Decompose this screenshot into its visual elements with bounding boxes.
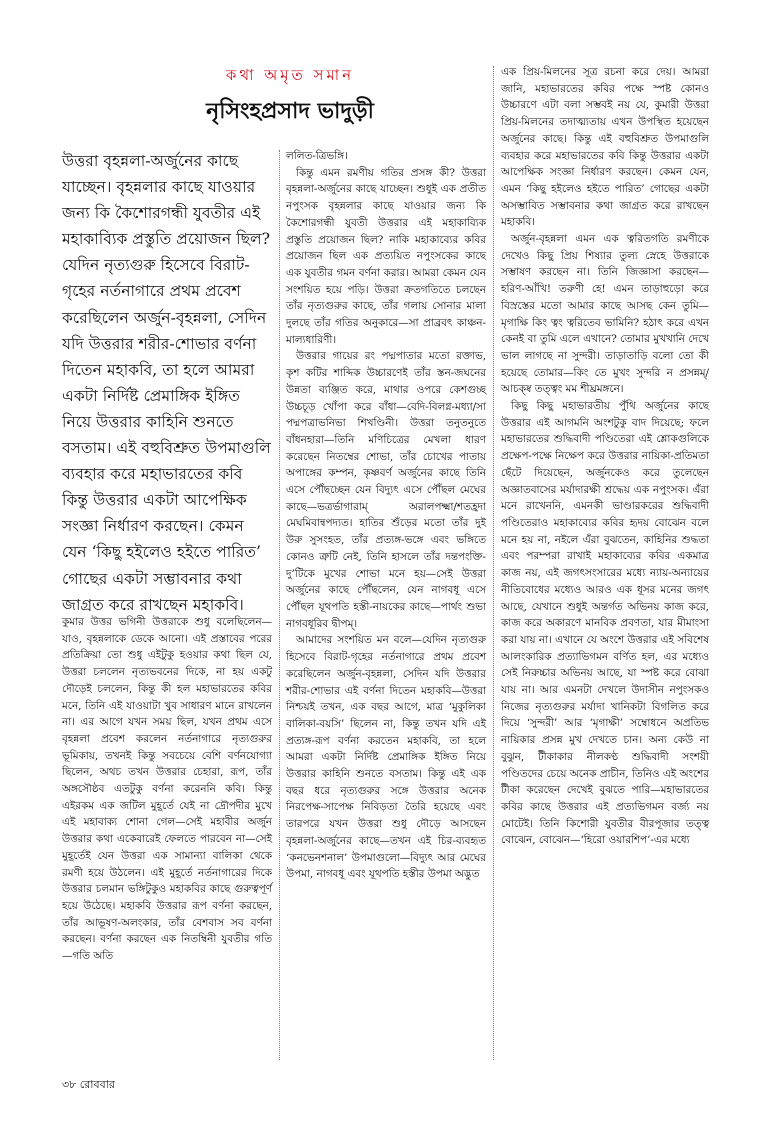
section-title: কথা অমৃত সমান [225,66,355,84]
column-divider [493,66,494,1060]
author-byline: নৃসিংহপ্রসাদ ভাদুড়ী [206,98,374,124]
lead-text: উত্তরা বৃহন্নলা-অর্জুনের কাছে যাচ্ছেন। বৃহন্নলার কাছে যাওয়ার জন্য কি কৈশোরগন্ধী যুবতীর এই মহাকাব্যিক প্রস্তুতি প্রয়োজন ছিল? যেদিন নৃত্যগুরু হিসেবে বিরাট-গৃহের নর্তনাগারে প্রথম প্রবেশ করেছিলেন অর্জুন-বৃহন্নলা, সেদিন যদি উত্তরার শরীর-শোভার বর্ণনা দিতেন মহাকবি, তা হলে আমরা একটা নির্দিষ্ট প্রেমাঙ্গিক ইঙ্গিত নিয়ে উত্তরার কাহিনি শুনতে বসতাম। এই বহুবিশ্রুত উপমাগুলি ব্যবহার করে মহাভারতের কবি কিন্তু উত্তরার একটা আপেক্ষিক সংজ্ঞা নির্ধারণ করছেন। কেমন যেন ‘কিছু হইলেও হইতে পারিত’ গোছের একটা সম্ভাবনার কথা জাগ্রত করে রাখছেন মহাকবি। [62,152,271,614]
paragraph: কিন্তু এমন রমণীয় গতির প্রসঙ্গ কী? উত্তরা বৃহন্নলা-অর্জুনের কাছে যাচ্ছেন। শুধুই এক প্রতীত নপুংসক বৃহন্নলার কাছে যাওয়ার জন্য কি কৈশোরগন্ধী যুবতী উত্তরার এই মহাকাব্যিক প্রস্তুতি প্রয়োজন ছিল? নাকি মহাকাব্যের কবির প্রয়োজন ছিল এক প্রত্যয়িত নপুংসকের কাছে এক যুবতীর গমন বর্ণনা করার। আমরা কেমন যেন সংশয়িত হয়ে পড়ি। উত্তরা ক্রতগতিতে চলছেন তাঁর নৃত্যগুরুর কাছে, তাঁর গলায় সোনার মালা দুলছে তাঁর গতির অনুকারে—সা প্রাব্রবৎ কাঞ্চন-মাল্যধারিণী। [286,166,486,346]
paragraph: আমাদের সংশয়িত মন বলে—যেদিন নৃত্যগুরু হিসেবে বিরাট-গৃহের নর্তনাগারে প্রথম প্রবেশ করেছিলেন অর্জুন-বৃহন্নলা, সেদিন যদি উত্তরার শরীর-শোভার এই বর্ণনা দিতেন মহাকবি—উত্তরা নিশ্চয়ই তখন, এক বছর আগে, মাত্র ‘মুকুলিকা বালিকা-বয়সি’ ছিলেন না, কিন্তু তখন যদি এই প্রত্যঙ্গ-রূপ বর্ণনা করতেন মহাকবি, তা হলে আমরা একটা নির্দিষ্ট প্রেমাঙ্গিক ইঙ্গিত নিয়ে উত্তরার কাহিনি শুনতে বসতাম। কিন্তু এই এক বছর ধরে নৃত্যগুরুর সঙ্গে উত্তরার অনেক নিরপেক্ষ-সাপেক্ষ নিবিড়তা তৈরি হয়েছে এবং তারপরে যখন উত্তরা শুধু দৌড়ে আসছেন বৃহন্নলা-অর্জুনের কাছে—তখন এই চির-ব্যবহৃত ‘কনভেনশনাল’ উপমাগুলো—বিদ্যুৎ আর মেঘের উপমা, নাগবধূ এবং যূথপতি হস্তীর উপমা অদ্ভুত [286,634,486,881]
page-folio: ৩৮ রোববার [62,1078,115,1091]
paragraph: কিছু কিছু মহাভারতীয় পুঁথি অর্জুনের কাছে উত্তরার এই আগমনি অংশটুকু বাদ দিয়েছে; ফলে মহাভারতের শুদ্ধিবাদী পণ্ডিতেরা এই শ্লোকগুলিকে প্রক্ষেপ-পক্ষে নিক্ষেপ করে উত্তরার নায়িকা-প্রতিমতা ছেঁটে দিয়েছেন, অর্জুনকেও করে তুলেছেন অজ্ঞাতবাসের মর্যাদারক্ষী শ্রদ্ধেয় এক নপুংসক। এঁরা মনে রাখেননি, এমনকী ভাণ্ডারকরের শুদ্ধিবাদী পণ্ডিতেরাও মহাকাব্যের কবির হৃদয় বোঝেন বলে মনে হয় না, নইলে এঁরা বুঝতেন, কাহিনির শুদ্ধতা এবং পরম্পরা রাখাই মহাকাব্যের কবির একমাত্র কাজ নয়, এই জগৎসংসারের মধ্যে ন্যায়-অন্যায়ের নীতিবোধের মধ্যেও আরও এক ধূসর মনের জগৎ আছে, যেখানে শুধুই অন্তর্গত অভিনয় কাজ করে, কাজ করে অকারণে মানবিক প্রবণতা, যার মীমাংসা করা যায় না। এখানে যে অংশে উত্তরার এই সবিশেষ আলংকারিক প্রত্যাভিগমন বর্ণিত হল, এর মধ্যেও সেই নিরুচ্চার অভিনয় আছে, যা স্পষ্ট করে বোঝা যায় না। আর এমনটা দেখলে উদাসীন নপুংসকও নিজের নৃত্যগুরুর মর্যাদা খানিকটা বিগলিত করে দিয়ে ‘সুন্দরী’ আর ‘মৃগাক্ষী’ সম্বোধনে অপ্রতিভ নায়িকার প্রসন্ন মুখ দেখতে চান। অন্য কেউ না বুঝুন, টীকাকার নীলকণ্ঠ শুদ্ধিবাদী সংশয়ী পণ্ডিতদের চেয়ে অনেক প্রাচীন, তিনিও এই অংশের টীকা করেছেন দেখেই বুঝতে পারি—মহাভারতের কবির কাছে উত্তরার এই প্রত্যভিগমন বর্জ্য নয় মোটেই। তিনি কিশোরী যুবতীর বীরপূজার তত্ত্ব বোঝেন, বোঝেন—‘হিরো ওয়ারশিপ’-এর মধ্যে [501,400,709,847]
column-divider [279,150,280,1060]
article-column-middle [286,148,486,1066]
paragraph: উত্তরার গায়ের রং পদ্মপাতার মতো রক্তাভ, কৃশ কটির শাব্দিক উচ্চারণেই তাঁর স্তন-জঘনের উন্নতা ব্যঞ্জিত করে, মাথার ওপরে কেশগুচ্ছ উচ্চচূড় খোঁপা করে বাঁধা—বেদি-বিলগ্ন-মধ্যা/সা পদ্মপত্রাভনিভা শিখণ্ডিনী। উত্তরা তনুতনুতে বাঁধনহারা—তিনি মণিচিত্রের মেখলা ধারণ করেছেন নিতম্বের শোভা, তাঁর চোখের পাতায় অপাঙ্গের কম্পন, কৃষ্ণবর্ণ অর্জুনের কাছে তিনি এসে পৌঁছচ্ছেন যেন বিদ্যুৎ এসে পৌঁছল মেঘের কাছে—ভত্রর্ভাগারাম্ অরালপক্ষ্মা/শতহ্রদা মেঘমিবান্বপদ্যত। হাতির শুঁড়ের মতো তাঁর দুই উরু সুসংহত, তাঁর প্রত্যঙ্গ-ভঙ্গে এবং ভঙ্গিতে কোনও ত্রুটি নেই, তিনি হাসলে তাঁর দন্তপংক্তি-দু’টিকে মুখের শোভা মনে হয়—সেই উত্তরা অর্জুনের কাছে পৌঁছলেন, যেন নাগবধূ এসে পৌঁছল যূথপতি হস্তী-নায়কের কাছে—পার্থং শুভা নাগবধূরিব দ্বীপম্। [286,350,486,630]
paragraph: অর্জুন-বৃহন্নলা এমন এক ত্বরিতগতি রমণীকে দেখেও কিছু প্রিয় শিষ্যার তুল্য স্নেহে উত্তরাকে সম্ভাষণ করছেন না। তিনি জিজ্ঞাসা করছেন—হরিণ-আঁখি! তরুণী হে! এমন তাড়াহুড়ো করে বিস্রস্তের মতো আমার কাছে আসছ কেন তুমি—মৃগাক্ষি কিং ত্বং ত্বরিতেব ভামিনি? হঠাৎ করে এখন কেনই বা তুমি এলে এখানে? তোমার মুখখানি দেখে ভাল লাগছে না সুন্দরী। তাড়াতাড়ি বলো তো কী হয়েছে তোমার—কিং তে মুখং সুন্দরি ন প্রসন্নম্/আচক্ষ্ব তত্ত্বং মম শীঘ্রমঙ্গনে। [501,233,709,396]
article-column-left [62,614,272,1066]
lead-paragraph [62,148,272,614]
paragraph: কুমার উত্তর ভগিনী উত্তরাকে শুধু বলেছিলেন—যাও, বৃহন্নলাকে ডেকে আনো। এই প্রস্তাবের পরের প্রতিক্রিয়া তো শুধু এইটুকু হওয়ার কথা ছিল যে, উত্তরা চললেন নৃত্যভবনের দিকে, না হয় একটু দৌড়েই চললেন, কিন্তু কী হল মহাভারতের কবির মনে, তিনি এই যাওয়াটা খুব সাধারণ মানে রাখলেন না। এর আগে যখন সময় ছিল, যখন প্রথম এসে বৃহন্নলা প্রবেশ করলেন নর্তনাগারে নৃত্যগুরুর ভূমিকায়, তখনই কিন্তু সবচেয়ে বেশি বর্ণনযোগ্যা ছিলেন, অথচ তখন উত্তরার চেহারা, রূপ, তাঁর অঙ্গসৌষ্ঠব এতটুকু বর্ণনা করেননি কবি। কিন্তু এইরকম এক জটিল মুহূর্তে যেই না দ্রৌপদীর মুখে এই মহাবাক্য শোনা গেল—সেই মহাবীর অর্জুন উত্তরার কথা একেবারেই ফেলতে পারবেন না—সেই মুহূর্তেই যেন উত্তরা এক সামান্যা বালিকা থেকে রমণী হয়ে উঠলেন। এই মুহূর্তে নর্তনাগারের দিকে উত্তরার চলমান ভঙ্গিটুকুও মহাকবির কাছে গুরুত্বপূর্ণ হয়ে উঠেছে। মহাকবি উত্তরার রূপ বর্ণনা করছেন, তাঁর আভূষণ-অলংকার, তাঁর বেশবাস সব বর্ণনা করছেন। বর্ণনা করছেন এক নিতম্বিনী যুবতীর গতি—গতি অতি [62,616,272,963]
paragraph: এক প্রিয়-মিলনের সূত্র রচনা করে দেয়। আমরা জানি, মহাভারতের কবির পক্ষে স্পষ্ট কোনও উচ্চারণে এটা বলা সম্ভবই নয় যে, কুমারী উত্তরা প্রিয়-মিলনের তদাত্ম্যতায় এখন উপস্থিত হয়েছেন অর্জুনের কাছে। কিন্তু এই বহুবিশ্রুত উপমাগুলি ব্যবহার করে মহাভারতের কবি কিন্তু উত্তরার একটা আপেক্ষিক সংজ্ঞা নির্ধারণ করছেন। কেমন যেন, এমন ‘কিছু হইলেও হইতে পারিত’ গোছের একটা অসম্ভাবিত সম্ভাবনার কথা জাগ্রত করে রাখছেন মহাকবি। [501,66,709,229]
paragraph: ললিত-ত্রিভঙ্গি। [286,150,348,162]
article-column-right [501,64,709,1066]
